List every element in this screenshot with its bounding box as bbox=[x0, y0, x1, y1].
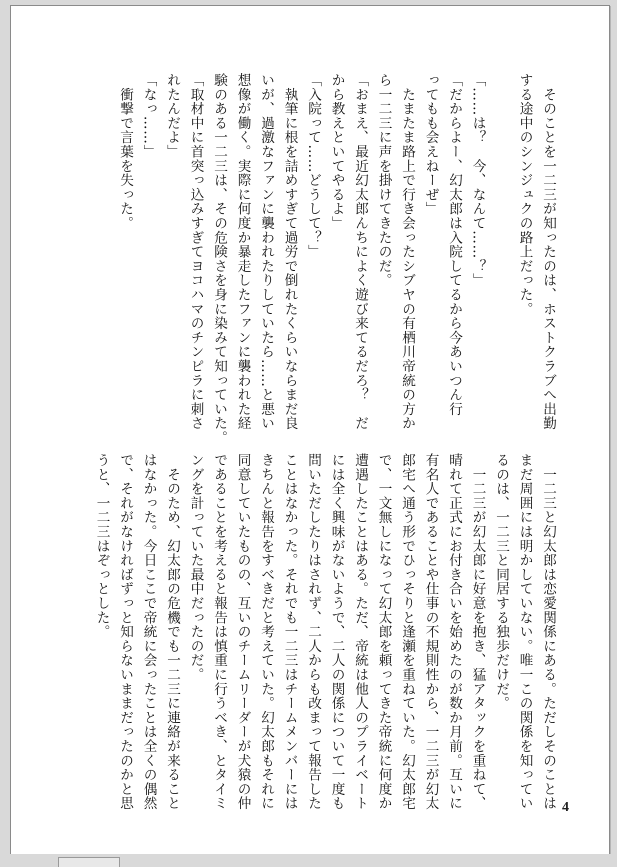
text-column-upper bbox=[113, 73, 560, 445]
document-page bbox=[10, 5, 610, 855]
text-column-lower bbox=[89, 453, 559, 818]
upper-text-line: 「なっ……」 bbox=[140, 73, 157, 159]
viewer-bottom-strip bbox=[0, 854, 617, 867]
upper-text-line: ら一二三に声を掛けてきたのだ。 bbox=[375, 73, 392, 288]
lower-text-line: きちんと報告をすべきだと考えていた。幻太郎もそれに bbox=[258, 453, 274, 811]
upper-text-line: 想像が働く。実際に何度か暴走したファンに襲われた経 bbox=[234, 73, 251, 431]
upper-text-line: たまたま路上で行き会ったシブヤの有栖川帝統の方か bbox=[399, 73, 415, 431]
upper-text-line: 験のある一二三は、その危険さを身に染みて知っていた。 bbox=[211, 73, 227, 445]
lower-text-line: であることを考えると報告は慎重に行うべき、とタイミ bbox=[211, 453, 227, 811]
lower-text-line: ングを計っていた最中だったのだ。 bbox=[187, 453, 204, 682]
lower-text-line: 有名人であることや仕事の不規則性から、一二三が幻太 bbox=[422, 453, 439, 811]
upper-text-line: いが、過激なファンに襲われたりしていたら……と悪い bbox=[258, 73, 274, 431]
lower-text-line: 一二三が幻太郎に好意を抱き、猛アタックを重ねて、 bbox=[469, 453, 486, 811]
page-number: 4 bbox=[562, 800, 569, 815]
lower-text-line: で、それがなければずっと知らないままだったのかと思 bbox=[117, 453, 133, 811]
upper-text-line: 衝撃で言葉を失った。 bbox=[117, 73, 133, 231]
lower-text-line: そのため、幻太郎の危機でも一二三に連絡が来ること bbox=[164, 453, 180, 811]
lower-text-line: で、一文無しになって幻太郎を頼ってきた帝統に何度か bbox=[375, 453, 392, 811]
upper-text-line: から教えといてやるよ」 bbox=[328, 73, 345, 231]
upper-text-line: ってもも会えねーぜ」 bbox=[422, 73, 439, 216]
lower-text-line: はなかった。今日ここで帝統に会ったことは全くの偶然 bbox=[140, 453, 157, 811]
lower-text-line: 郎宅へ通う形でひっそりと逢瀬を重ねていた。幻太郎宅 bbox=[399, 453, 415, 811]
lower-text-line: まだ周囲には明かしていない。唯一この関係を知ってい bbox=[516, 453, 533, 811]
lower-text-line: 問いただしたりはされず、二人からも改まって報告した bbox=[305, 453, 321, 811]
upper-text-line bbox=[489, 73, 513, 433]
upper-text-line: そのことを一二三が知ったのは、ホストクラブへ出勤 bbox=[540, 73, 556, 431]
lower-text-line: ことはなかった。それでも一二三はチームメンバーには bbox=[281, 453, 298, 811]
upper-text-line: れたんだよ」 bbox=[164, 73, 180, 159]
lower-text-line: 晴れて正式にお付き合いを始めたのが数か月前。互いに bbox=[446, 453, 462, 811]
upper-text-line: 「だからよー、幻太郎は入院してるから今あいつん行 bbox=[446, 73, 462, 417]
upper-text-line: 「入院って……どうして？」 bbox=[305, 73, 321, 259]
upper-text-line: 「おまえ、最近幻太郎んちによく遊び来てるだろ？ だ bbox=[352, 73, 368, 431]
lower-text-line: 遭遇したことはある。ただ、帝統は他人のプライベート bbox=[352, 453, 368, 811]
upper-text-line: する途中のシンジュクの路上だった。 bbox=[516, 73, 533, 317]
upper-text-line: 執筆に根を詰めすぎて過労で倒れたくらいならまだ良 bbox=[281, 73, 298, 431]
lower-text-line: るのは、一二三と同居する独歩だけだ。 bbox=[493, 453, 509, 711]
lower-text-line: 同意していたものの、互いのチームリーダーが犬猿の仲 bbox=[234, 453, 251, 811]
lower-text-line: うと、一二三はぞっとした。 bbox=[93, 453, 110, 639]
upper-text-line: 「……は？ 今、なんて……？」 bbox=[469, 73, 486, 288]
lower-text-line: には全く興味がないようで、二人の関係について一度も bbox=[328, 453, 345, 811]
lower-text-line: 一二三と幻太郎は恋愛関係にある。ただしそのことは bbox=[540, 453, 556, 811]
viewer-tab[interactable] bbox=[58, 857, 120, 867]
upper-text-line: 「取材中に首突っ込みすぎてヨコハマのチンピラに刺さ bbox=[187, 73, 204, 431]
